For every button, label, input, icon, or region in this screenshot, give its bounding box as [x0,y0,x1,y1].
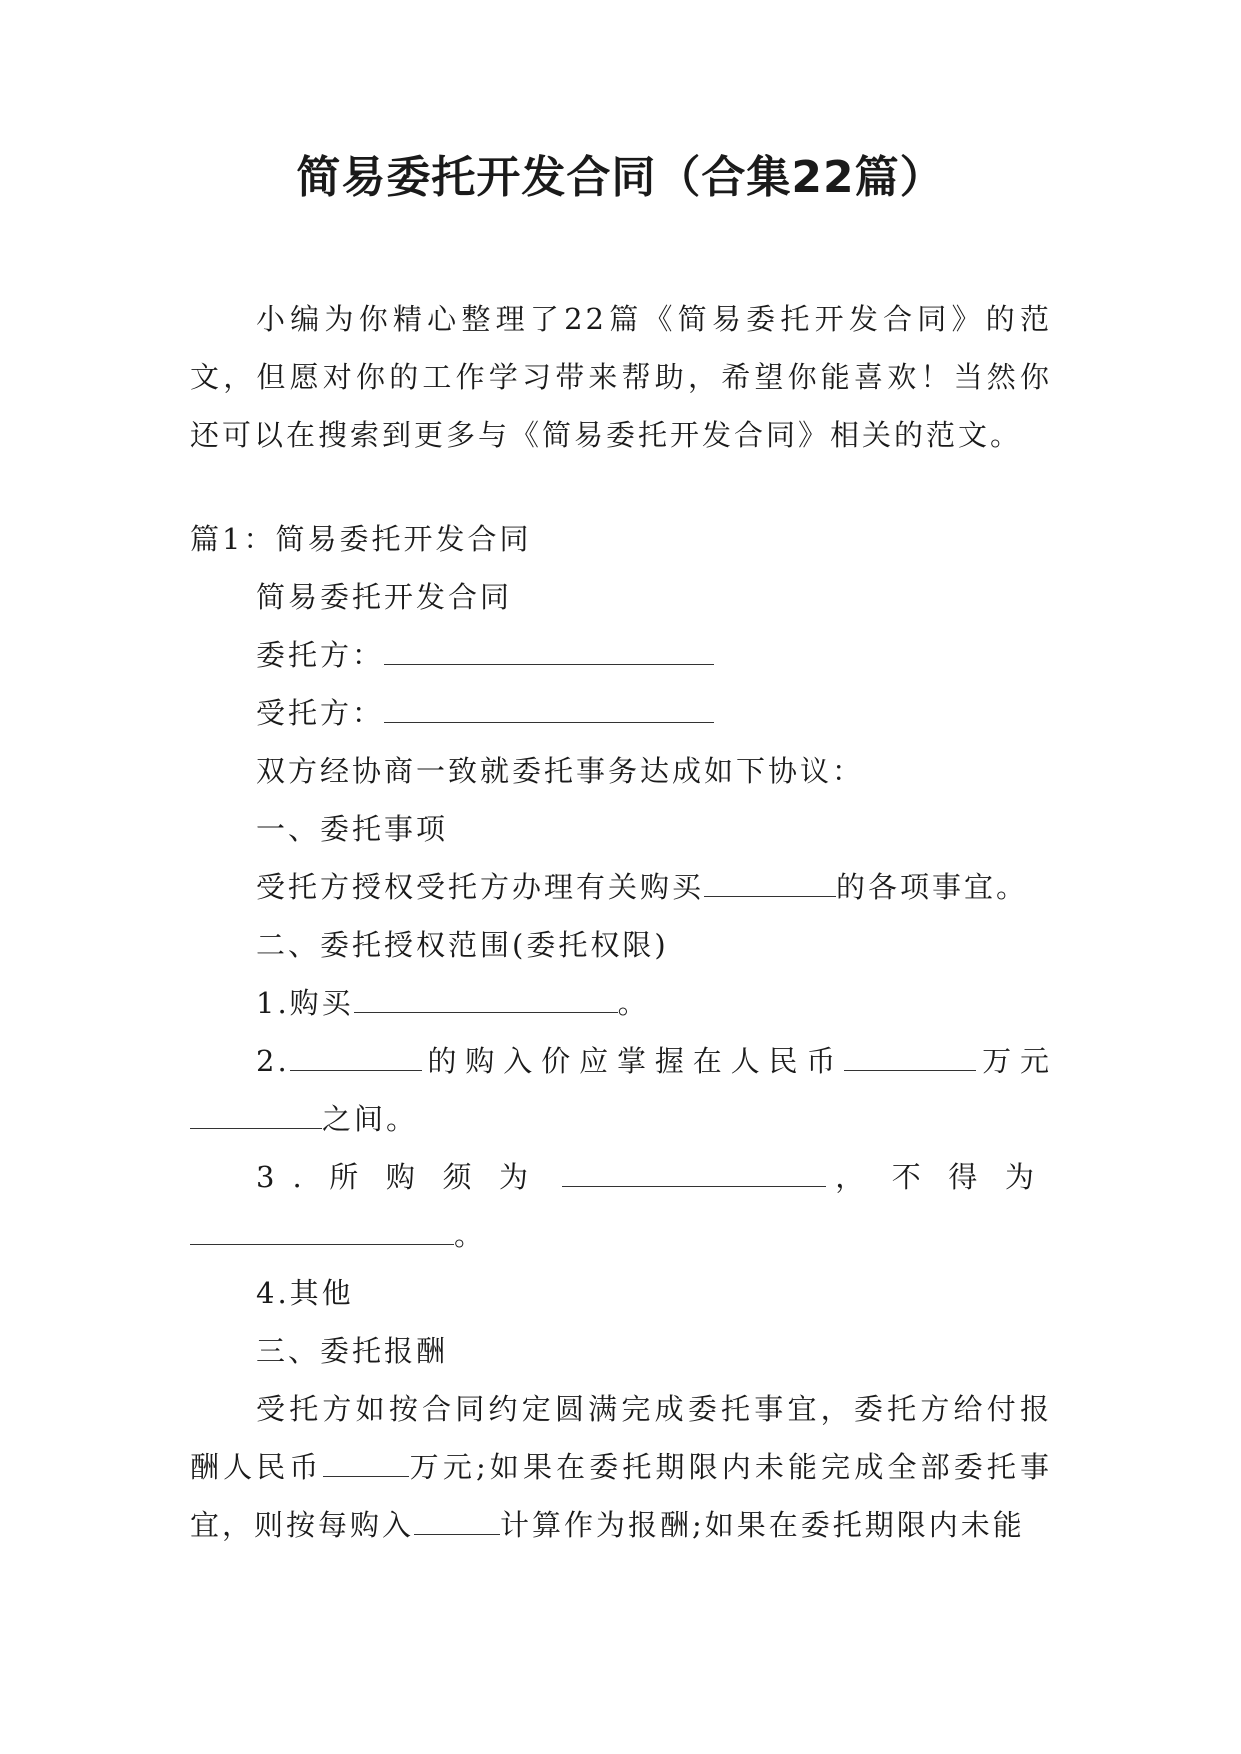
document-body [190,290,1052,1554]
document-title: 简易委托开发合同（合集22篇） [296,152,945,203]
intro-text: 小编为你精心整理了22篇《简易委托开发合同》的范文，但愿对你的工作学习带来帮助，希望你能喜欢！当然你还可以在搜索到更多与《简易委托开发合同》相关的范文。 [190,302,1052,452]
item-4: 4.其他 [256,1276,354,1310]
clause-3-text [190,1380,1052,1554]
clause-3-text-c: 计算作为报酬;如果在委托期限内未能 [500,1508,1025,1542]
item-2-d: 之间。 [322,1102,419,1136]
reward-unit-blank [414,1508,500,1535]
item-1-a: 1.购买 [256,986,354,1020]
agent-label: 受托方： [256,696,385,730]
spacer [190,464,1052,510]
client-label: 委托方： [256,638,385,672]
agreement-line: 双方经协商一致就委托事务达成如下协议： [256,754,865,788]
purchase-item-blank [704,870,836,897]
item-2-b: 的购入价应掌握在人民币 [421,1044,845,1078]
clause-1-title: 一、委托事项 [256,812,449,846]
item-1-blank [354,986,618,1013]
item-2-blank-1 [290,1044,422,1071]
agent-blank [384,696,714,723]
client-blank [384,638,714,665]
item-3 [190,1148,1052,1264]
item-3-c: 。 [454,1218,487,1252]
clause-3-text-a: 受托方如按合同约定圆满完成委托事宜，委托方给付报酬人民币 [190,1392,1052,1484]
contract-title: 简易委托开发合同 [256,580,513,614]
section-heading: 篇1：简易委托开发合同 [190,522,532,556]
clause-3-text-b: 万元;如果在委托期限内未能完成全部委托事宜，则按每购入 [190,1450,1052,1542]
item-3-b: ，不得为 [825,1160,1052,1194]
item-2-blank-3 [190,1102,322,1129]
intro-paragraph [190,290,1052,464]
item-1 [190,974,1052,1032]
clause-3-title: 三、委托报酬 [256,1334,449,1368]
clause-2-title: 二、委托授权范围(委托权限) [256,928,669,962]
clause-1-text-b: 的各项事宜。 [836,870,1029,904]
item-1-b: 。 [617,986,650,1020]
reward-amount-blank [323,1450,409,1477]
client-line [190,626,1052,684]
item-3-blank-1 [562,1160,826,1187]
item-2-a: 2. [256,1044,290,1078]
clause-1-text-a: 受托方授权受托方办理有关购买 [256,870,705,904]
item-2-c: 万元 [976,1044,1052,1078]
item-2 [190,1032,1052,1148]
clause-1-text [190,858,1052,916]
agent-line [190,684,1052,742]
item-3-a: 3.所购须为 [256,1160,556,1194]
item-3-blank-2 [190,1218,454,1245]
item-2-blank-2 [844,1044,976,1071]
